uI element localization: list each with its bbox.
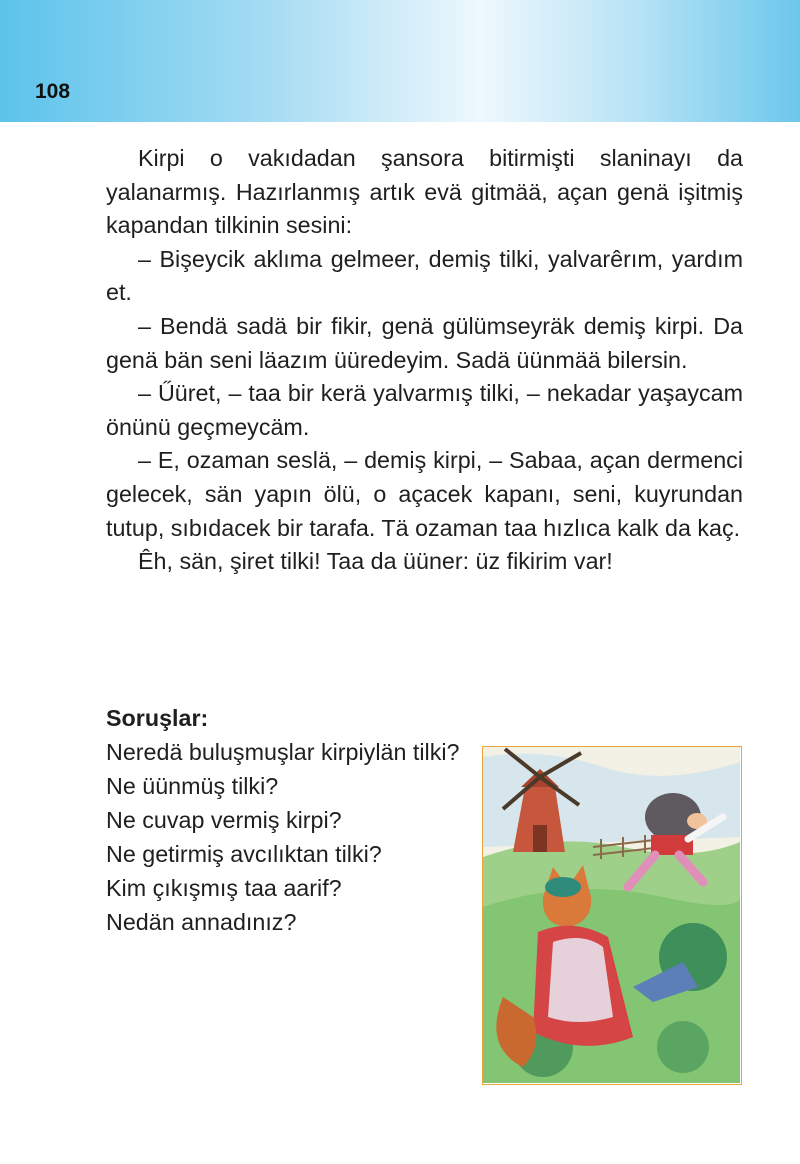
question-item: Neredä buluşmuşlar kirpiylän tilki? bbox=[106, 739, 460, 765]
story-text bbox=[106, 142, 743, 579]
questions-title: Soruşlar: bbox=[106, 705, 209, 731]
header-band bbox=[0, 0, 800, 122]
story-paragraph: – Bişeycik aklıma gelmeer, demiş tilki, yalvarêrım, yardım et. bbox=[106, 245, 743, 306]
story-illustration bbox=[482, 746, 742, 1085]
story-paragraph: – E, ozaman seslä, – demiş kirpi, – Sabaa, açan dermenci gelecek, sän yapın ölü, o açacek kapanı, seni, kuyrundan tutup, sıbıdacek bir tarafa. Tä ozaman taa hızlıca kalk da kaç. bbox=[106, 447, 743, 541]
questions-section bbox=[106, 701, 486, 939]
page-number: 108 bbox=[35, 80, 71, 103]
story-paragraph: Kirpi o vakıdadan şansora bitirmişti slaninayı da yalanarmış. Hazırlanmış artık evä gitmää, açan genä işitmiş kapandan tilkinin sesini: bbox=[106, 145, 743, 239]
question-item: Ne cuvap vermiş kirpi? bbox=[106, 807, 342, 833]
question-item: Ne üünmüş tilki? bbox=[106, 773, 279, 799]
story-paragraph: – Bendä sadä bir fikir, genä gülümseyräk demiş kirpi. Da genä bän seni läazım üüredeyim. Sadä üünmää bilersin. bbox=[106, 312, 743, 373]
question-item: Kim çıkışmış taa aarif? bbox=[106, 875, 342, 901]
fox-hedgehog-windmill-drawing bbox=[483, 747, 740, 1083]
question-item: Ne getirmiş avcılıktan tilki? bbox=[106, 841, 382, 867]
story-paragraph: Êh, sän, şiret tilki! Taa da üüner: üz fikirim var! bbox=[138, 548, 613, 575]
story-paragraph: – Űüret, – taa bir kerä yalvarmış tilki, – nekadar yaşaycam önünü geçmeycäm. bbox=[106, 380, 743, 440]
question-item: Nedän annadınız? bbox=[106, 909, 297, 935]
